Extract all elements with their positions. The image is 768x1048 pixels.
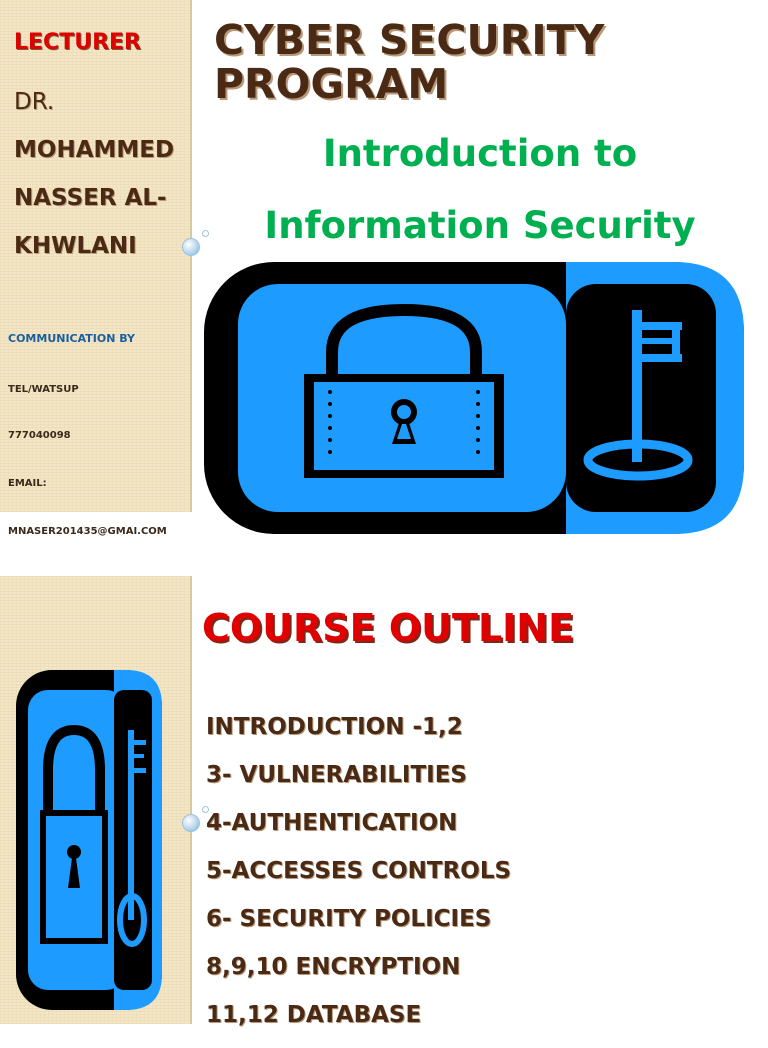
outline-list xyxy=(206,712,511,1048)
title-line-2: PROGRAM xyxy=(214,60,449,108)
bubble-decoration xyxy=(182,814,200,832)
email-label: EMAIL: xyxy=(8,478,47,489)
divider xyxy=(190,0,192,512)
list-item: INTRODUCTION -1,2 xyxy=(206,714,463,740)
page-title xyxy=(214,18,604,106)
email-address: MNASER201435@GMAI.COM xyxy=(8,526,167,537)
lecturer-name xyxy=(14,78,184,270)
padlock-and-key-illustration-vertical xyxy=(16,670,162,1010)
outline-slide xyxy=(0,576,768,1028)
list-item: 6- SECURITY POLICIES xyxy=(206,906,492,932)
list-item: 4-AUTHENTICATION xyxy=(206,810,458,836)
padlock-and-key-illustration xyxy=(204,262,744,534)
lecturer-full-name: MOHAMMED NASSER AL-KHWLANI xyxy=(14,137,175,259)
sidebar-panel xyxy=(0,576,191,1024)
phone-number: 777040098 xyxy=(8,430,71,441)
lecturer-prefix: DR. xyxy=(14,89,55,115)
list-item: 11,12 DATABASE xyxy=(206,1002,422,1028)
sidebar-panel xyxy=(0,0,191,537)
list-item: 5-ACCESSES CONTROLS xyxy=(206,858,512,884)
lecturer-label: LECTURER xyxy=(14,30,141,55)
tel-label: TEL/WATSUP xyxy=(8,384,79,395)
communication-label: COMMUNICATION BY xyxy=(8,332,136,345)
list-item: 8,9,10 ENCRYPTION xyxy=(206,954,461,980)
subtitle-line-1: Introduction to xyxy=(322,132,638,175)
divider xyxy=(190,576,192,1024)
outline-heading: COURSE OUTLINE xyxy=(202,606,575,650)
list-item: 3- VULNERABILITIES xyxy=(206,762,467,788)
title-line-1: CYBER SECURITY xyxy=(214,16,605,64)
subtitle-line-2: Information Security xyxy=(264,204,696,247)
